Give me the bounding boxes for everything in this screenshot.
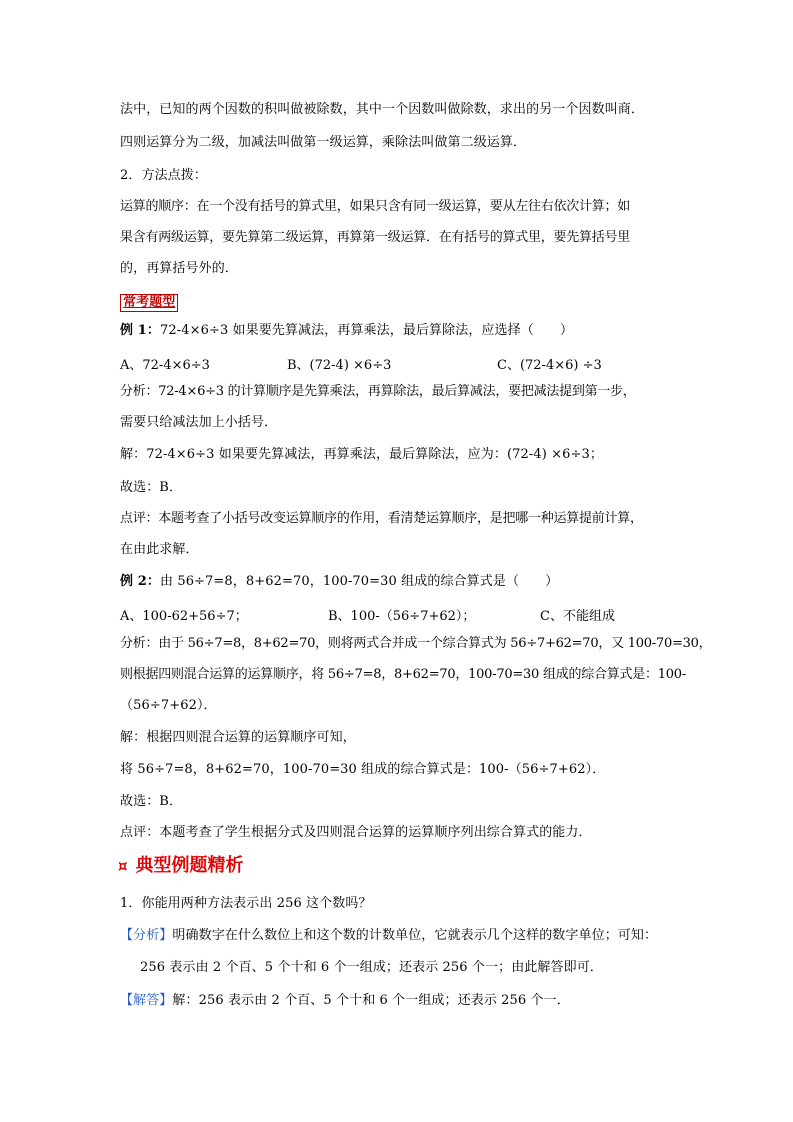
example1-solution: 解：72-4×6÷3 如果要先算减法，再算乘法，最后算除法，应为：(72-4) ×6÷3； bbox=[120, 447, 603, 462]
currency-sign-icon: ¤ bbox=[118, 857, 128, 875]
problem1-answer bbox=[120, 993, 570, 1009]
common-tag-label: 常考题型 bbox=[120, 294, 178, 312]
example1-comment-1: 点评：本题考查了小括号改变运算顺序的作用，看清楚运算顺序，是把哪一种运算提前计算， bbox=[120, 511, 643, 526]
example2-solution-2: 将 56÷7=8，8+62=70，100-70=30 组成的综合算式是：100-（56÷7+62）． bbox=[120, 762, 606, 777]
intro-line-2: 四则运算分为二级，加减法叫做第一级运算，乘除法叫做第二级运算． bbox=[120, 135, 527, 150]
example2-analysis-1: 分析：由于 56÷7=8，8+62=70，则将两式合并成一个综合算式为 56÷7+62=70，又 100-70=30， bbox=[120, 636, 712, 651]
example1-option-b: B、(72-4) ×6÷3 bbox=[287, 358, 392, 373]
example1-question bbox=[120, 323, 573, 339]
example2-option-a: A、100-62+56÷7； bbox=[120, 609, 248, 624]
example1-analysis-1: 分析：72-4×6÷3 的计算顺序是先算乘法，再算除法，最后算减法，要把减法提到第一步， bbox=[120, 384, 636, 399]
example2-analysis-3: （56÷7+62）． bbox=[120, 698, 217, 713]
example2-label: 例 2： bbox=[120, 574, 160, 589]
example2-question bbox=[120, 574, 558, 590]
answer-tag: 【解答】 bbox=[120, 993, 173, 1008]
method-line-2: 果含有两级运算，要先算第二级运算，再算第一级运算．在有括号的算式里，要先算括号里 bbox=[120, 230, 631, 245]
problem1-analysis-1 bbox=[120, 928, 657, 944]
example2-comment: 点评：本题考查了学生根据分式及四则混合运算的运算顺序列出综合算式的能力． bbox=[120, 825, 592, 840]
section-heading bbox=[118, 855, 244, 877]
example2-answer: 故选：B． bbox=[120, 794, 183, 809]
example1-label: 例 1： bbox=[120, 323, 160, 338]
example1-analysis-2: 需要只给减法加上小括号． bbox=[120, 415, 278, 430]
example2-question-text: 由 56÷7=8，8+62=70，100-70=30 组成的综合算式是（ ） bbox=[159, 574, 559, 589]
example1-question-text: 72-4×6÷3 如果要先算减法，再算乘法，最后算除法，应选择（ ） bbox=[159, 323, 574, 338]
example2-option-b: B、100-（56÷7+62）； bbox=[328, 609, 476, 624]
intro-line-1: 法中，已知的两个因数的积叫做被除数，其中一个因数叫做除数，求出的另一个因数叫商． bbox=[120, 102, 645, 117]
example2-option-c: C、不能组成 bbox=[540, 609, 615, 624]
example1-option-c: C、(72-4×6) ÷3 bbox=[497, 358, 602, 373]
common-question-type-tag bbox=[120, 294, 178, 312]
method-line-3: 的，再算括号外的． bbox=[120, 261, 238, 276]
analysis-tag: 【分析】 bbox=[120, 928, 173, 943]
example2-analysis-2: 则根据四则混合运算的运算顺序，将 56÷7=8，8+62=70，100-70=30 组成的综合算式是：100- bbox=[120, 667, 686, 682]
example1-option-a: A、72-4×6÷3 bbox=[120, 358, 210, 373]
section-title: 典型例题精析 bbox=[135, 855, 244, 876]
problem1-answer-text: 解：256 表示由 2 个百、5 个十和 6 个一组成；还表示 256 个一． bbox=[172, 993, 570, 1008]
method-line-1: 运算的顺序：在一个没有括号的算式里，如果只含有同一级运算，要从左往右依次计算；如 bbox=[120, 199, 631, 214]
problem1-question: 1．你能用两种方法表示出 256 这个数吗？ bbox=[120, 896, 372, 911]
example1-answer: 故选：B． bbox=[120, 480, 183, 495]
example2-solution-1: 解：根据四则混合运算的运算顺序可知， bbox=[120, 730, 356, 745]
method-heading: 2．方法点拨： bbox=[120, 168, 207, 183]
example1-comment-2: 在由此求解． bbox=[120, 542, 199, 557]
problem1-analysis-2: 256 表示由 2 个百、5 个十和 6 个一组成；还表示 256 个一；由此解答即可． bbox=[140, 960, 603, 975]
problem1-analysis-text: 明确数字在什么数位上和这个数的计数单位，它就表示几个这样的数字单位；可知： bbox=[172, 928, 658, 943]
